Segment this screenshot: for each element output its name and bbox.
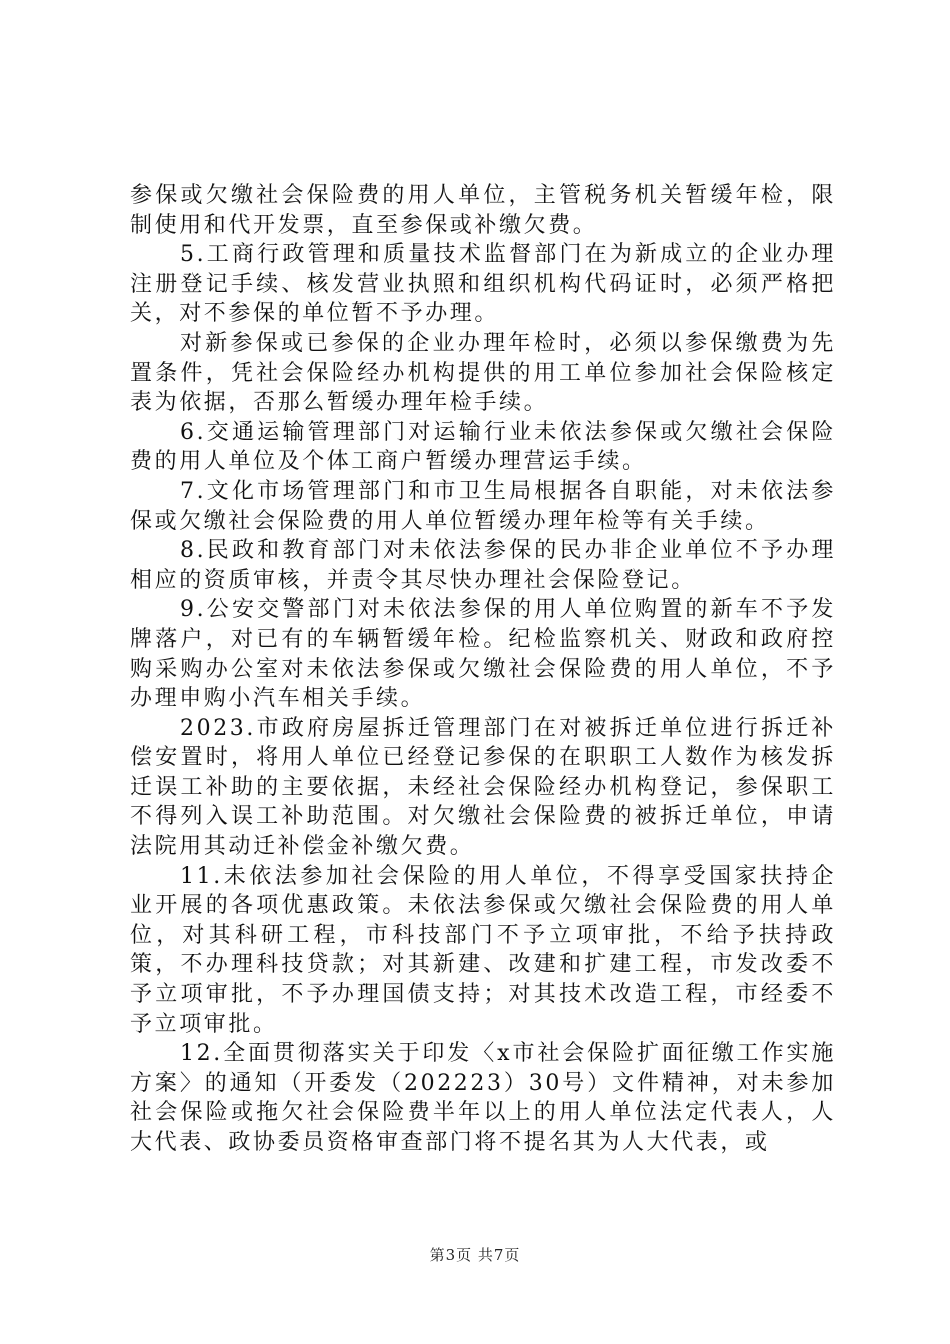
paragraph-continuation: 参保或欠缴社会保险费的用人单位，主管税务机关暂缓年检，限制使用和代开发票，直至参保或补缴欠费。 bbox=[130, 183, 836, 238]
paragraph-item-5: 5.工商行政管理和质量技术监督部门在为新成立的企业办理注册登记手续、核发营业执照和组织机构代码证时，必须严格把关，对不参保的单位暂不予办理。 bbox=[130, 242, 836, 327]
paragraph-item-6: 6.交通运输管理部门对运输行业未依法参保或欠缴社会保险费的用人单位及个体工商户暂缓办理营运手续。 bbox=[130, 419, 836, 475]
paragraph-item-9: 9.公安交警部门对未依法参保的用人单位购置的新车不予发牌落户，对已有的车辆暂缓年检。纪检监察机关、财政和政府控购采购办公室对未依法参保或欠缴社会保险费的用人单位，不予办理申购小汽车相关手续。 bbox=[130, 597, 836, 712]
paragraph-item-8: 8.民政和教育部门对未依法参保的民办非企业单位不予办理相应的资质审核，并责令其尽快办理社会保险登记。 bbox=[130, 538, 836, 593]
paragraph-item-11: 11.未依法参加社会保险的用人单位，不得享受国家扶持企业开展的各项优惠政策。未依法参保或欠缴社会保险费的用人单位，对其科研工程，市科技部门不予立项审批，不给予扶持政策，不办理科技贷款；对其新建、改建和扩建工程，市发改委不予立项审批，不予办理国债支持；对其技术改造工程，市经委不予立项审批。 bbox=[130, 863, 836, 1037]
paragraph-item-5-annual-inspection: 对新参保或已参保的企业办理年检时，必须以参保缴费为先置条件，凭社会保险经办机构提供的用工单位参加社会保险核定表为依据，否那么暂缓办理年检手续。 bbox=[130, 330, 836, 416]
paragraph-item-10: 2023.市政府房屋拆迁管理部门在对被拆迁单位进行拆迁补偿安置时，将用人单位已经登记参保的在职职工人数作为核发拆迁误工补助的主要依据，未经社会保险经办机构登记，参保职工不得列入误工补助范围。对欠缴社会保险费的被拆迁单位，申请法院用其动迁补偿金补缴欠费。 bbox=[130, 715, 836, 860]
page-number-footer: 第3页 共7页 bbox=[429, 1246, 521, 1264]
document-body bbox=[130, 181, 836, 1158]
paragraph-item-12: 12.全面贯彻落实关于印发〈x市社会保险扩面征缴工作实施方案〉的通知（开委发（202223）30号）文件精神，对未参加社会保险或拖欠社会保险费半年以上的用人单位法定代表人，人大代表、政协委员资格审查部门将不提名其为人大代表，或 bbox=[130, 1041, 836, 1155]
paragraph-item-7: 7.文化市场管理部门和市卫生局根据各自职能，对未依法参保或欠缴社会保险费的用人单位暂缓办理年检等有关手续。 bbox=[130, 478, 836, 534]
